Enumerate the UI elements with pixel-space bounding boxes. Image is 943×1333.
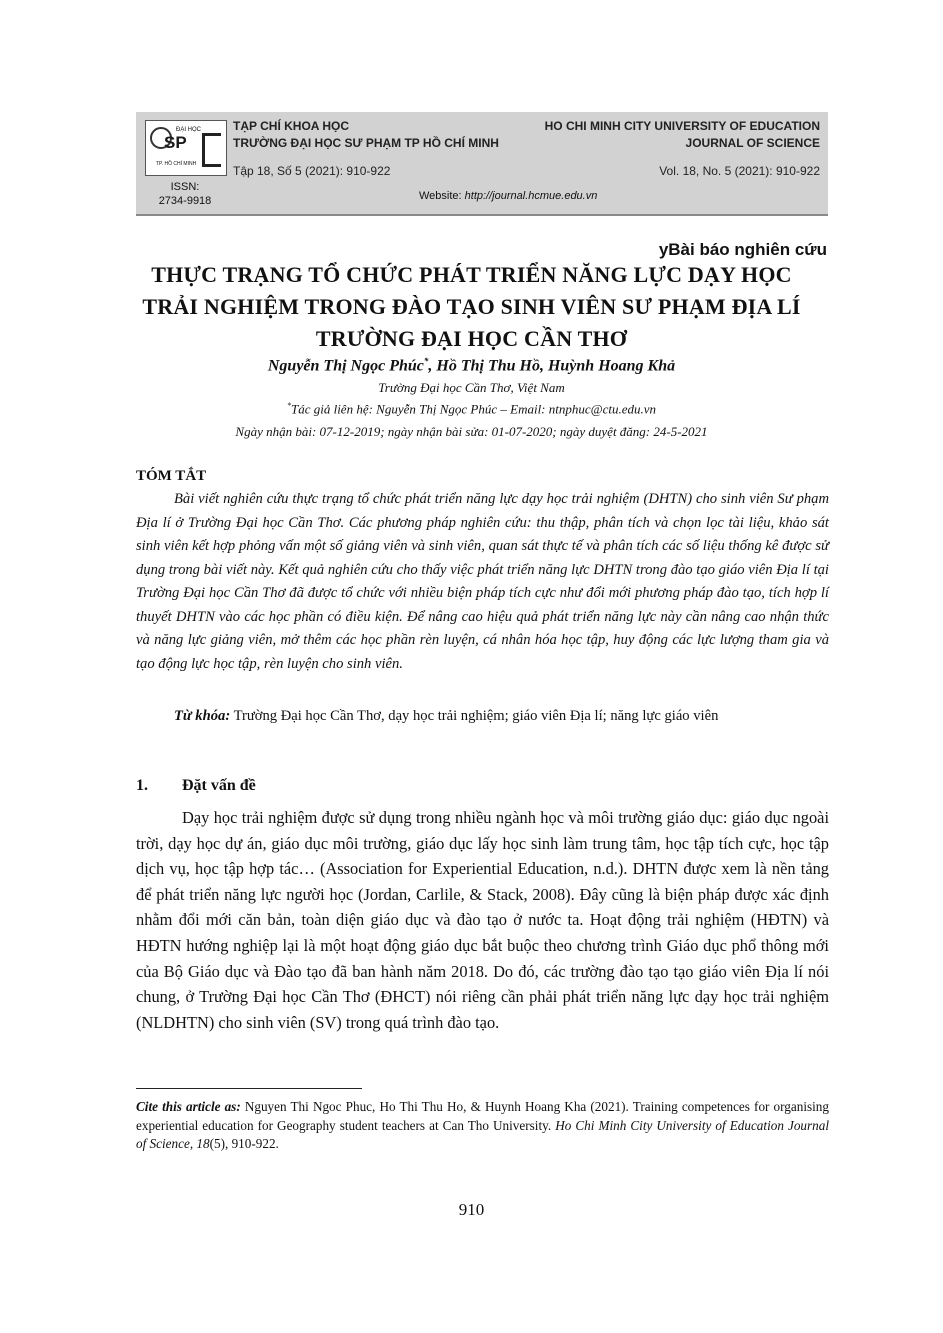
title-line-2: TRẢI NGHIỆM TRONG ĐÀO TẠO SINH VIÊN SƯ PHẠM ĐỊA LÍ xyxy=(142,294,801,319)
footnote-divider xyxy=(136,1088,362,1089)
keywords xyxy=(136,705,829,729)
university-en: HO CHI MINH CITY UNIVERSITY OF EDUCATION xyxy=(544,119,820,133)
logo-top-text: ĐẠI HỌC xyxy=(176,127,202,133)
issn xyxy=(148,180,222,208)
title-line-3: TRƯỜNG ĐẠI HỌC CẦN THƠ xyxy=(315,326,628,351)
keywords-label: Từ khóa: xyxy=(174,708,231,724)
citation-journal: Ho Chi Minh City University of Education Journal of Science, 18 xyxy=(136,1117,830,1152)
university-vi: TRƯỜNG ĐẠI HỌC SƯ PHẠM TP HỒ CHÍ MINH xyxy=(233,136,499,150)
logo-bracket-icon xyxy=(202,133,221,167)
website-label: Website: xyxy=(419,190,462,202)
logo-text: SP xyxy=(164,133,187,152)
abstract-heading: TÓM TẮT xyxy=(136,468,207,484)
corresponding-author xyxy=(0,401,943,417)
citation-issue: (5), 910-922. xyxy=(209,1136,279,1152)
author-first: Nguyễn Thị Ngọc Phúc xyxy=(267,357,424,375)
citation-text: Nguyen Thi Ngoc Phuc, Ho Thi Thu Ho, & Huynh Hoang Kha (2021). Training competences for organising experiential education for Geography student teachers at Can Tho University. xyxy=(136,1099,829,1133)
university-logo xyxy=(145,120,227,176)
volume-en: Vol. 18, No. 5 (2021): 910-922 xyxy=(659,164,820,178)
article-type: yBài báo nghiên cứu xyxy=(658,240,827,259)
citation-label: Cite this article as: xyxy=(136,1099,241,1114)
section-number: 1. xyxy=(136,777,148,794)
affiliation: Trường Đại học Cần Thơ, Việt Nam xyxy=(378,380,565,395)
section-heading xyxy=(136,777,256,795)
authors xyxy=(0,356,943,375)
journal-name-en: JOURNAL OF SCIENCE xyxy=(685,136,820,150)
issn-label: ISSN: xyxy=(170,181,200,193)
journal-name-vi: TẠP CHÍ KHOA HỌC xyxy=(233,119,350,133)
page-number: 910 xyxy=(458,1200,485,1219)
corresponding-marker: * xyxy=(286,401,291,410)
section-body: Dạy học trải nghiệm được sử dụng trong nhiều ngành học và môi trường giáo dục: giáo dục ngoài trời, dạy học dự án, giáo dục môi trường, giáo dục lấy học sinh làm trung tâm, học tập tích cực, học tập dịch vụ, học tập hợp tác… (Association for Experiential Education, n.d.). DHTN được xem là nền tảng để phát triển năng lực người học (Jordan, Carlile, & Stack, 2008). Đây cũng là biện pháp được xác định nhằm đổi mới căn bản, toàn diện giáo dục và đào tạo ở nước ta. Hoạt động trải nghiệm (HĐTN) và HĐTN hướng nghiệp lại là một hoạt động giáo dục bắt buộc theo chương trình Giáo dục phổ thông mới của Bộ Giáo dục và Đào tạo đã ban hành năm 2018. Do đó, các trường đào tạo tạo giáo viên Địa lí nói chung, ở Trường Đại học Cần Thơ (ĐHCT) nói riêng cần phải phát triển năng lực dạy học trải nghiệm (NLDHTN) cho sinh viên (SV) trong quá trình đào tạo. xyxy=(136,808,829,1032)
title-line-1: THỰC TRẠNG TỔ CHỨC PHÁT TRIỂN NĂNG LỰC DẠY HỌC xyxy=(151,262,792,287)
journal-header xyxy=(136,112,828,216)
logo-bottom-text: TP. HỒ CHÍ MINH xyxy=(156,161,197,167)
author-rest: , Hồ Thị Thu Hồ, Huỳnh Hoang Khả xyxy=(428,357,676,375)
received-dates: Ngày nhận bài: 07-12-2019; ngày nhận bài sửa: 01-07-2020; ngày duyệt đăng: 24-5-2021 xyxy=(235,424,708,439)
issn-value: 2734-9918 xyxy=(158,195,212,207)
section-title: Đặt vấn đề xyxy=(182,777,256,794)
corresponding-text: Tác giả liên hệ: Nguyễn Thị Ngọc Phúc – Email: ntnphuc@ctu.edu.vn xyxy=(290,401,657,417)
abstract-text: Bài viết nghiên cứu thực trạng tổ chức phát triển năng lực dạy học trải nghiệm (DHTN) cho sinh viên Sư phạm Địa lí ở Trường Đại học Cần Thơ. Các phương pháp nghiên cứu: thu thập, phân tích và chọn lọc tài liệu, khảo sát sinh viên kết hợp phỏng vấn một số giảng viên và sinh viên, quan sát thực tế và phân tích các số liệu thống kê được sử dụng trong bài viết này. Kết quả nghiên cứu cho thấy việc phát triển năng lực DHTN trong đào tạo giáo viên Địa lí tại Trường Đại học Cần Thơ đã được tổ chức với nhiều biện pháp tích cực như đổi mới phương pháp đào tạo, tích hợp lí thuyết DHTN vào các học phần có điều kiện. Để nâng cao hiệu quả phát triển năng lực này cần nâng cao nhận thức và năng lực giảng viên, mở thêm các học phần rèn luyện, cá nhân hóa học tập, huy động các lực lượng tham gia và tạo động lực học tập, rèn luyện cho sinh viên. xyxy=(136,491,829,672)
keywords-text: Trường Đại học Cần Thơ, dạy học trải nghiệm; giáo viên Địa lí; năng lực giáo viên xyxy=(233,708,719,724)
website-link[interactable]: http://journal.hcmue.edu.vn xyxy=(464,190,598,202)
website xyxy=(419,190,597,202)
citation-footnote xyxy=(136,1098,829,1154)
author-marker: * xyxy=(423,356,429,366)
volume-vi: Tập 18, Số 5 (2021): 910-922 xyxy=(233,164,391,178)
